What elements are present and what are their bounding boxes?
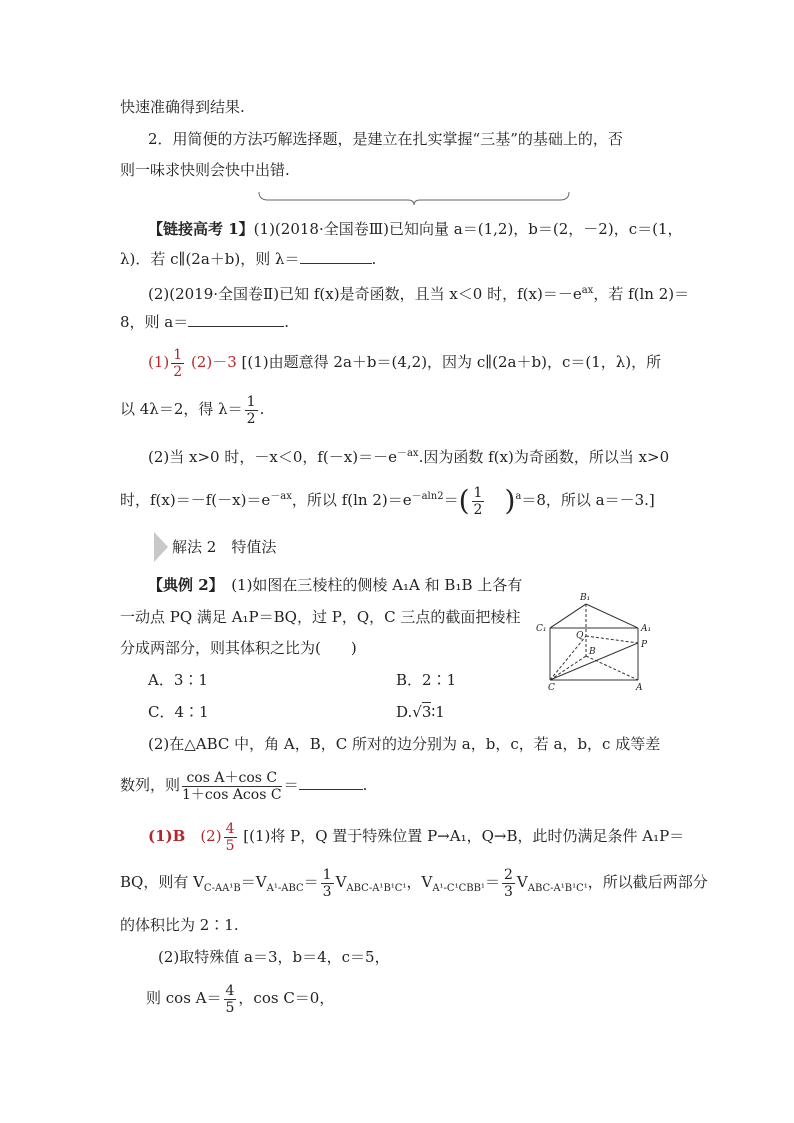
subscript: C-AA¹B [203, 883, 241, 894]
example-2-line2: 一动点 PQ 满足 A₁P＝BQ，过 P，Q，C 三点的截面把棱柱 [120, 608, 521, 626]
answer-blank [300, 249, 372, 264]
exponent: －ax [270, 491, 292, 502]
answer-text: [(1)由题意得 2a＋b＝(4,2)，因为 c∥(2a＋b)，c＝(1，λ)，所 [241, 353, 662, 371]
denominator: 5 [225, 999, 235, 1016]
numerator: 1 [322, 866, 332, 883]
fraction [171, 347, 184, 380]
option-label: D. [396, 703, 413, 721]
answer-2-line1 [148, 818, 684, 854]
answer-text: (2)当 x>0 时，－x＜0，f(－x)＝－e [148, 448, 397, 466]
denominator: 2 [246, 410, 256, 427]
answer-blank [188, 312, 284, 327]
answer-text: ，所以 f(ln 2)＝e [291, 491, 412, 509]
fraction [321, 867, 334, 900]
fraction [182, 770, 282, 803]
answer-text: ，V [406, 873, 433, 891]
answer-text: ，所以截后两部分 [587, 873, 708, 891]
exponent: ax [581, 285, 594, 296]
answer-text: 以 4λ＝2，得 λ＝ [120, 400, 243, 418]
answer-1-line1 [148, 345, 661, 380]
answer-text: 时，f(x)＝－f(－x)＝e [120, 491, 271, 509]
right-paren: ) [504, 484, 516, 517]
option-c: C．4∶1 [148, 703, 209, 721]
answer-1-line3 [148, 443, 669, 468]
option-a: A．3∶1 [148, 671, 208, 689]
answer-text: ＝ [303, 873, 319, 891]
denominator: 3 [322, 883, 332, 900]
radical-sign: √ [412, 703, 422, 721]
example-2-q2-line2 [120, 765, 367, 805]
method-label: 解法 2 [172, 538, 217, 556]
link-q1-line1: (1)(2018·全国卷Ⅲ)已知向量 a＝(1,2)，b＝(2，－2)，c＝(1， [253, 220, 683, 238]
answer-text: V [516, 873, 528, 891]
label-a1: A₁ [641, 624, 652, 634]
period: . [284, 313, 290, 331]
option-d [396, 701, 445, 723]
link-question-2 [148, 280, 689, 305]
numerator: 1 [173, 346, 183, 363]
fraction [224, 983, 237, 1016]
text-line: 则一味求快则会快中出错. [120, 161, 290, 179]
subscript: ABC-A¹B¹C¹ [527, 883, 588, 894]
fraction [472, 485, 485, 518]
link-q1-line2: λ)．若 c∥(2a＋b)，则 λ＝ [120, 250, 300, 268]
answer-text: ＝8，所以 a＝－3.] [521, 491, 655, 509]
denominator: 5 [225, 837, 235, 854]
label-c1: C₁ [536, 624, 547, 634]
answer-label: (2)－3 [190, 353, 237, 371]
method-heading [172, 536, 276, 558]
subscript: A¹-ABC [266, 883, 304, 894]
answer-1-line2: 以 4λ＝2，得 λ＝ $\frac{1}{2}$ . [120, 393, 265, 427]
left-paren: ( [458, 484, 470, 517]
subscript: ABC-A¹B¹C¹ [346, 883, 407, 894]
denominator: 2 [173, 363, 183, 380]
link-question-1-cont [120, 248, 376, 270]
answer-2-line2 [120, 864, 708, 907]
answer-label: (2) [200, 827, 222, 845]
fraction [502, 867, 515, 900]
label-a: A [636, 683, 643, 692]
option-text: ∶1 [431, 703, 445, 721]
label-b1: B₁ [580, 593, 591, 603]
example-2-q2-line1: (2)在△ABC 中，角 A，B，C 所对的边分别为 a，b，c，若 a，b，c 成等差 [148, 735, 661, 753]
label-q: Q [576, 631, 584, 641]
answer-2-line4: (2)取特殊值 a＝3，b＝4，c＝5， [158, 948, 390, 966]
exponent: a [515, 491, 522, 502]
answer-text: ＝ [484, 873, 500, 891]
exponent: －aln2 [411, 491, 444, 502]
example-text: (1)如图在三棱柱的侧棱 A₁A 和 B₁B 上各有 [231, 576, 523, 594]
subscript: A¹-C¹CBB¹ [432, 883, 485, 894]
answer-blank [299, 775, 363, 790]
answer-text: [(1)将 P，Q 置于特殊位置 P→A₁，Q→B，此时仍满足条件 A₁P＝ [243, 827, 685, 845]
answer-label: (1)B [148, 827, 186, 845]
link-question-1 [148, 218, 683, 240]
label-c: C [548, 683, 555, 692]
answer-label: (1) [148, 353, 170, 371]
period: . [371, 250, 377, 268]
link-label: 【链接高考 1】 [148, 220, 254, 238]
period: . [362, 776, 368, 794]
link-q2-line2: 8，则 a＝ [120, 313, 189, 331]
equals: ＝ [283, 776, 299, 794]
answer-1-line4 [120, 480, 655, 518]
denominator: 2 [473, 501, 483, 518]
answer-text: BQ，则有 V [120, 873, 204, 891]
example-2-line3: 分成两部分，则其体积之比为( ) [120, 639, 357, 657]
fraction [245, 394, 258, 427]
answer-text: ＝V [240, 873, 267, 891]
answer-2-line5 [146, 980, 334, 1016]
answer-text: .因为函数 f(x)为奇函数，所以当 x>0 [418, 448, 670, 466]
denominator: 3 [503, 883, 513, 900]
numerator: 4 [225, 982, 235, 999]
numerator: 2 [503, 866, 513, 883]
example-text: 数列，则 [120, 776, 181, 794]
example-2-line1 [148, 574, 522, 596]
numerator: cos A＋cos C [182, 770, 282, 787]
exponent: －ax [396, 448, 419, 459]
option-b: B．2∶1 [396, 671, 457, 689]
link-question-2-cont [120, 311, 289, 333]
answer-text: V [335, 873, 347, 891]
answer-text: 则 cos A＝ [146, 989, 222, 1007]
method-title: 特值法 [231, 538, 277, 556]
text-line: 2．用简便的方法巧解选择题，是建立在扎实掌握“三基”的基础上的，否 [148, 130, 623, 148]
answer-2-line3: 的体积比为 2∶1. [120, 916, 239, 934]
triangle-icon [154, 532, 168, 562]
denominator: 1＋cos Acos C [182, 786, 282, 803]
numerator: 1 [473, 484, 483, 501]
link-q2-line1-tail: ，若 f(ln 2)＝ [593, 285, 690, 303]
numerator: 4 [225, 820, 235, 837]
radicand: 3 [421, 703, 432, 721]
brace-divider [258, 190, 570, 206]
prism-figure [534, 588, 664, 692]
label-p: P [641, 640, 648, 650]
fraction [224, 821, 237, 854]
text-line: 快速准确得到结果. [120, 98, 245, 116]
answer-text: ，cos C＝0， [238, 989, 335, 1007]
example-label: 【典例 2】 [148, 576, 217, 594]
numerator: 1 [246, 393, 256, 410]
link-q2-line1: (2)(2019·全国卷Ⅱ)已知 f(x)是奇函数，且当 x＜0 时，f(x)＝－e [148, 285, 582, 303]
label-b: B [589, 647, 596, 657]
answer-text: ＝ [443, 491, 459, 509]
